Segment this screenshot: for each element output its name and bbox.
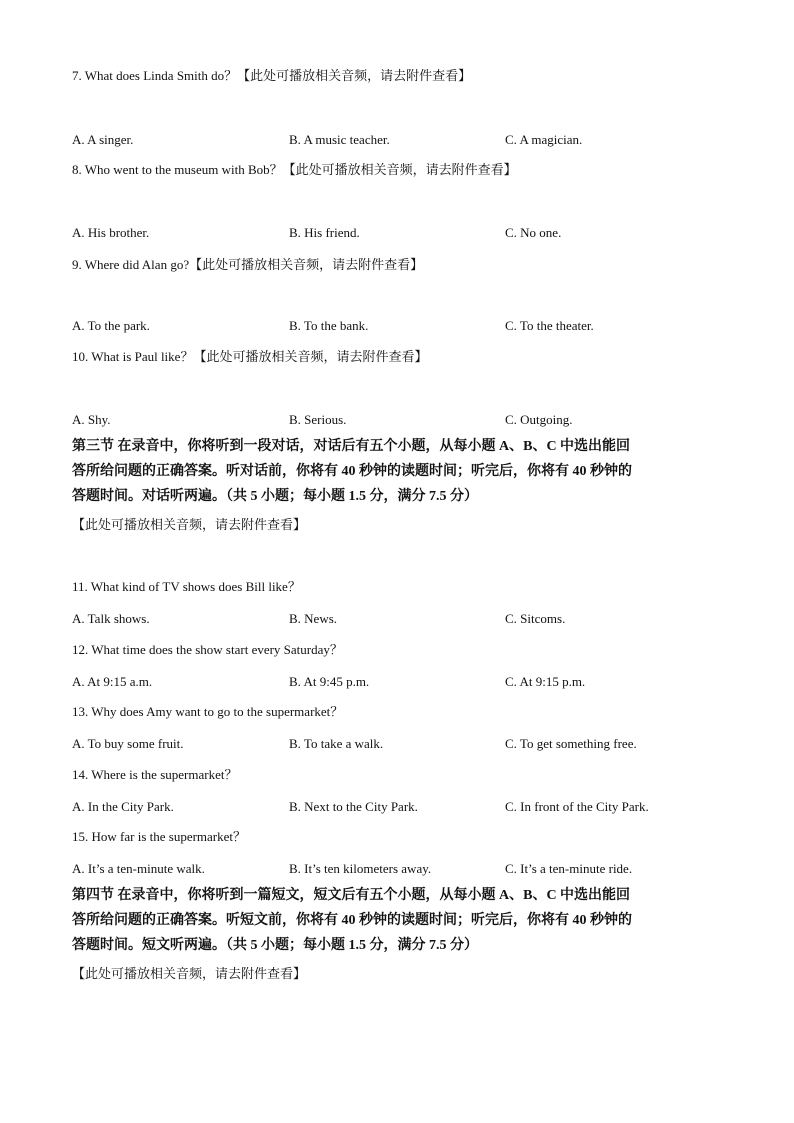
q8-option-b: B. His friend. bbox=[289, 225, 360, 240]
q12-option-a: A. At 9:15 a.m. bbox=[72, 674, 153, 689]
q9-option-a: A. To the park. bbox=[72, 318, 150, 333]
section-3-audio-note: 【此处可播放相关音频，请去附件查看】 bbox=[72, 517, 307, 532]
q12-option-b: B. At 9:45 p.m. bbox=[289, 674, 370, 689]
question-15: 15. How far is the supermarket？ bbox=[72, 829, 247, 844]
q10-option-a: A. Shy. bbox=[72, 412, 111, 427]
section-4-line-1: 第四节 在录音中，你将听到一篇短文，短文后有五个小题，从每小题 A、B、C 中选出能回 bbox=[72, 888, 631, 903]
question-13: 13. Why does Amy want to go to the supermarket？ bbox=[72, 704, 344, 719]
question-12: 12. What time does the show start every Saturday？ bbox=[72, 642, 343, 657]
section-4-audio-note: 【此处可播放相关音频，请去附件查看】 bbox=[72, 966, 307, 981]
q15-option-a: A. It’s a ten-minute walk. bbox=[72, 861, 205, 876]
q14-option-c: C. In front of the City Park. bbox=[505, 799, 649, 814]
section-3-line-3: 答题时间。对话听两遍。（共 5 小题；每小题 1.5 分，满分 7.5 分） bbox=[72, 489, 478, 504]
q13-option-a: A. To buy some fruit. bbox=[72, 736, 184, 751]
q13-option-c: C. To get something free. bbox=[505, 736, 637, 751]
q7-option-b: B. A music teacher. bbox=[289, 132, 390, 147]
q11-option-c: C. Sitcoms. bbox=[505, 611, 566, 626]
q12-option-c: C. At 9:15 p.m. bbox=[505, 674, 586, 689]
question-8: 8. Who went to the museum with Bob？【此处可播放相关音频，请去附件查看】 bbox=[72, 162, 517, 177]
q15-option-c: C. It’s a ten-minute ride. bbox=[505, 861, 633, 876]
question-10: 10. What is Paul like？【此处可播放相关音频，请去附件查看】 bbox=[72, 349, 428, 364]
section-3-instructions bbox=[72, 434, 724, 509]
q8-option-a: A. His brother. bbox=[72, 225, 150, 240]
q11-option-a: A. Talk shows. bbox=[72, 611, 150, 626]
question-9: 9. Where did Alan go?【此处可播放相关音频，请去附件查看】 bbox=[72, 257, 424, 272]
section-4-instructions bbox=[72, 883, 724, 958]
section-4-line-2: 答所给问题的正确答案。听短文前，你将有 40 秒钟的读题时间；听完后，你将有 40 秒钟的 bbox=[72, 913, 632, 928]
question-7: 7. What does Linda Smith do？【此处可播放相关音频，请去附件查看】 bbox=[72, 68, 472, 83]
q14-option-b: B. Next to the City Park. bbox=[289, 799, 418, 814]
q7-option-a: A. A singer. bbox=[72, 132, 134, 147]
question-14: 14. Where is the supermarket？ bbox=[72, 767, 238, 782]
q15-option-b: B. It’s ten kilometers away. bbox=[289, 861, 432, 876]
question-11: 11. What kind of TV shows does Bill like？ bbox=[72, 579, 301, 594]
q8-option-c: C. No one. bbox=[505, 225, 562, 240]
q9-option-c: C. To the theater. bbox=[505, 318, 594, 333]
q7-option-c: C. A magician. bbox=[505, 132, 583, 147]
q13-option-b: B. To take a walk. bbox=[289, 736, 384, 751]
q14-option-a: A. In the City Park. bbox=[72, 799, 174, 814]
q11-option-b: B. News. bbox=[289, 611, 338, 626]
q10-option-b: B. Serious. bbox=[289, 412, 347, 427]
section-3-line-1: 第三节 在录音中，你将听到一段对话，对话后有五个小题，从每小题 A、B、C 中选出能回 bbox=[72, 439, 631, 454]
q10-option-c: C. Outgoing. bbox=[505, 412, 573, 427]
section-3-line-2: 答所给问题的正确答案。听对话前，你将有 40 秒钟的读题时间；听完后，你将有 40 秒钟的 bbox=[72, 464, 632, 479]
q9-option-b: B. To the bank. bbox=[289, 318, 369, 333]
section-4-line-3: 答题时间。短文听两遍。（共 5 小题；每小题 1.5 分，满分 7.5 分） bbox=[72, 938, 478, 953]
